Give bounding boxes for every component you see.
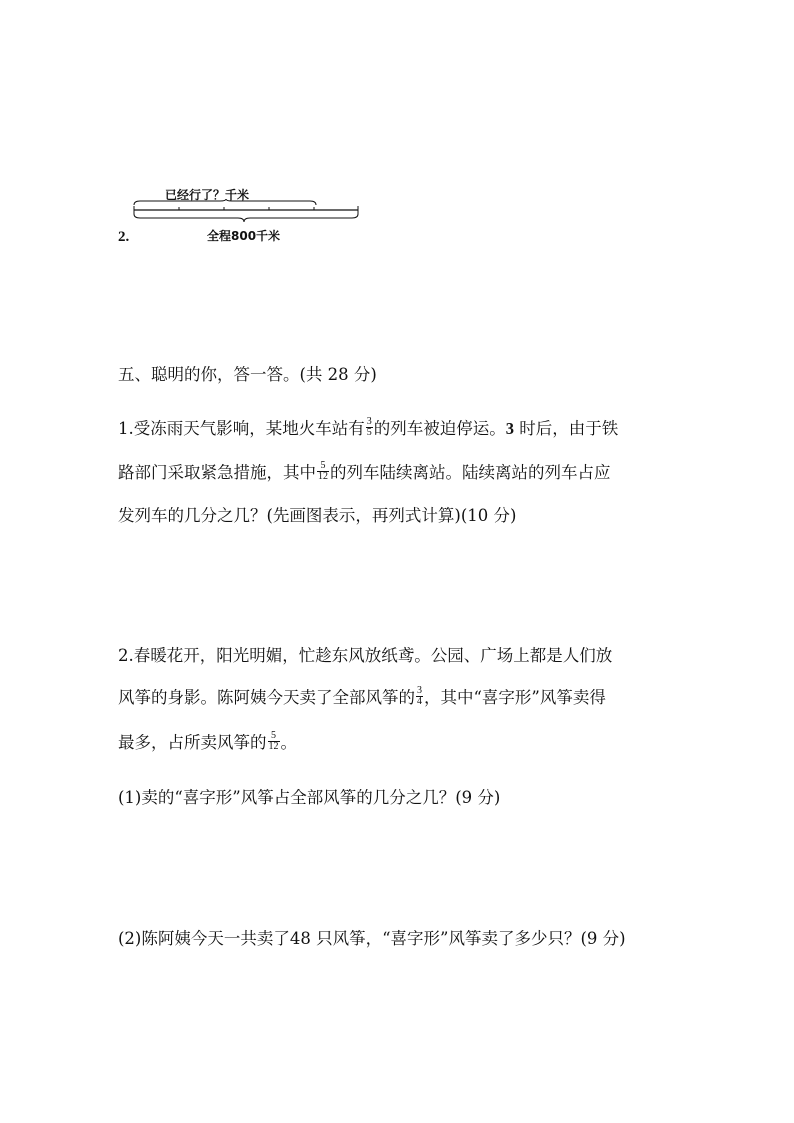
diagram-number: 2. [118,229,130,245]
diagram-bottom-label: 全程800千米 [207,229,281,243]
q2-line3: 最多，占所卖风筝的 $\frac{5}{12}$ 。 [118,730,297,752]
fraction-5-12: $\frac{5}{12}$ [318,460,328,482]
section-heading: 五、聪明的你，答一答。(共 28 分) [118,365,377,384]
q2-line2: 风筝的身影。陈阿姨今天卖了全部风筝的 $\frac{3}{4}$ ，其中“喜字形”风筝卖得 [118,685,606,707]
bottom-brace [134,214,358,222]
fraction-3-5: $\frac{3}{5}$ [366,416,372,438]
q2-line1: 2.春暖花开，阳光明媚，忙趁东风放纸鸢。公园、广场上都是人们放 [118,646,613,665]
q1-line3: 发列车的几分之几？(先画图表示，再列式计算)(10 分) [118,506,517,525]
fraction-3-4: $\frac{3}{4}$ [417,685,422,707]
q2-sub1: (1)卖的“喜字形”风筝占全部风筝的几分之几？(9 分) [118,788,501,807]
q1-line2: 路部门采取紧急措施，其中 $\frac{5}{12}$ 的列车陆续离站。陆续离站的列车占应 [118,460,611,482]
top-brace [134,199,316,205]
q1-line1: 1.受冻雨天气影响，某地火车站有 $\frac{3}{5}$ 的列车被迫停运。3 时后，由于铁 [118,416,619,438]
q2-sub2: (2)陈阿姨今天一共卖了48 只风筝，“喜字形”风筝卖了多少只？(9 分) [118,929,626,948]
fraction-5-12-b: $\frac{5}{12}$ [268,730,279,752]
segment-diagram [130,199,362,229]
diagram-top-label: 已经行了？千米 [165,188,250,202]
